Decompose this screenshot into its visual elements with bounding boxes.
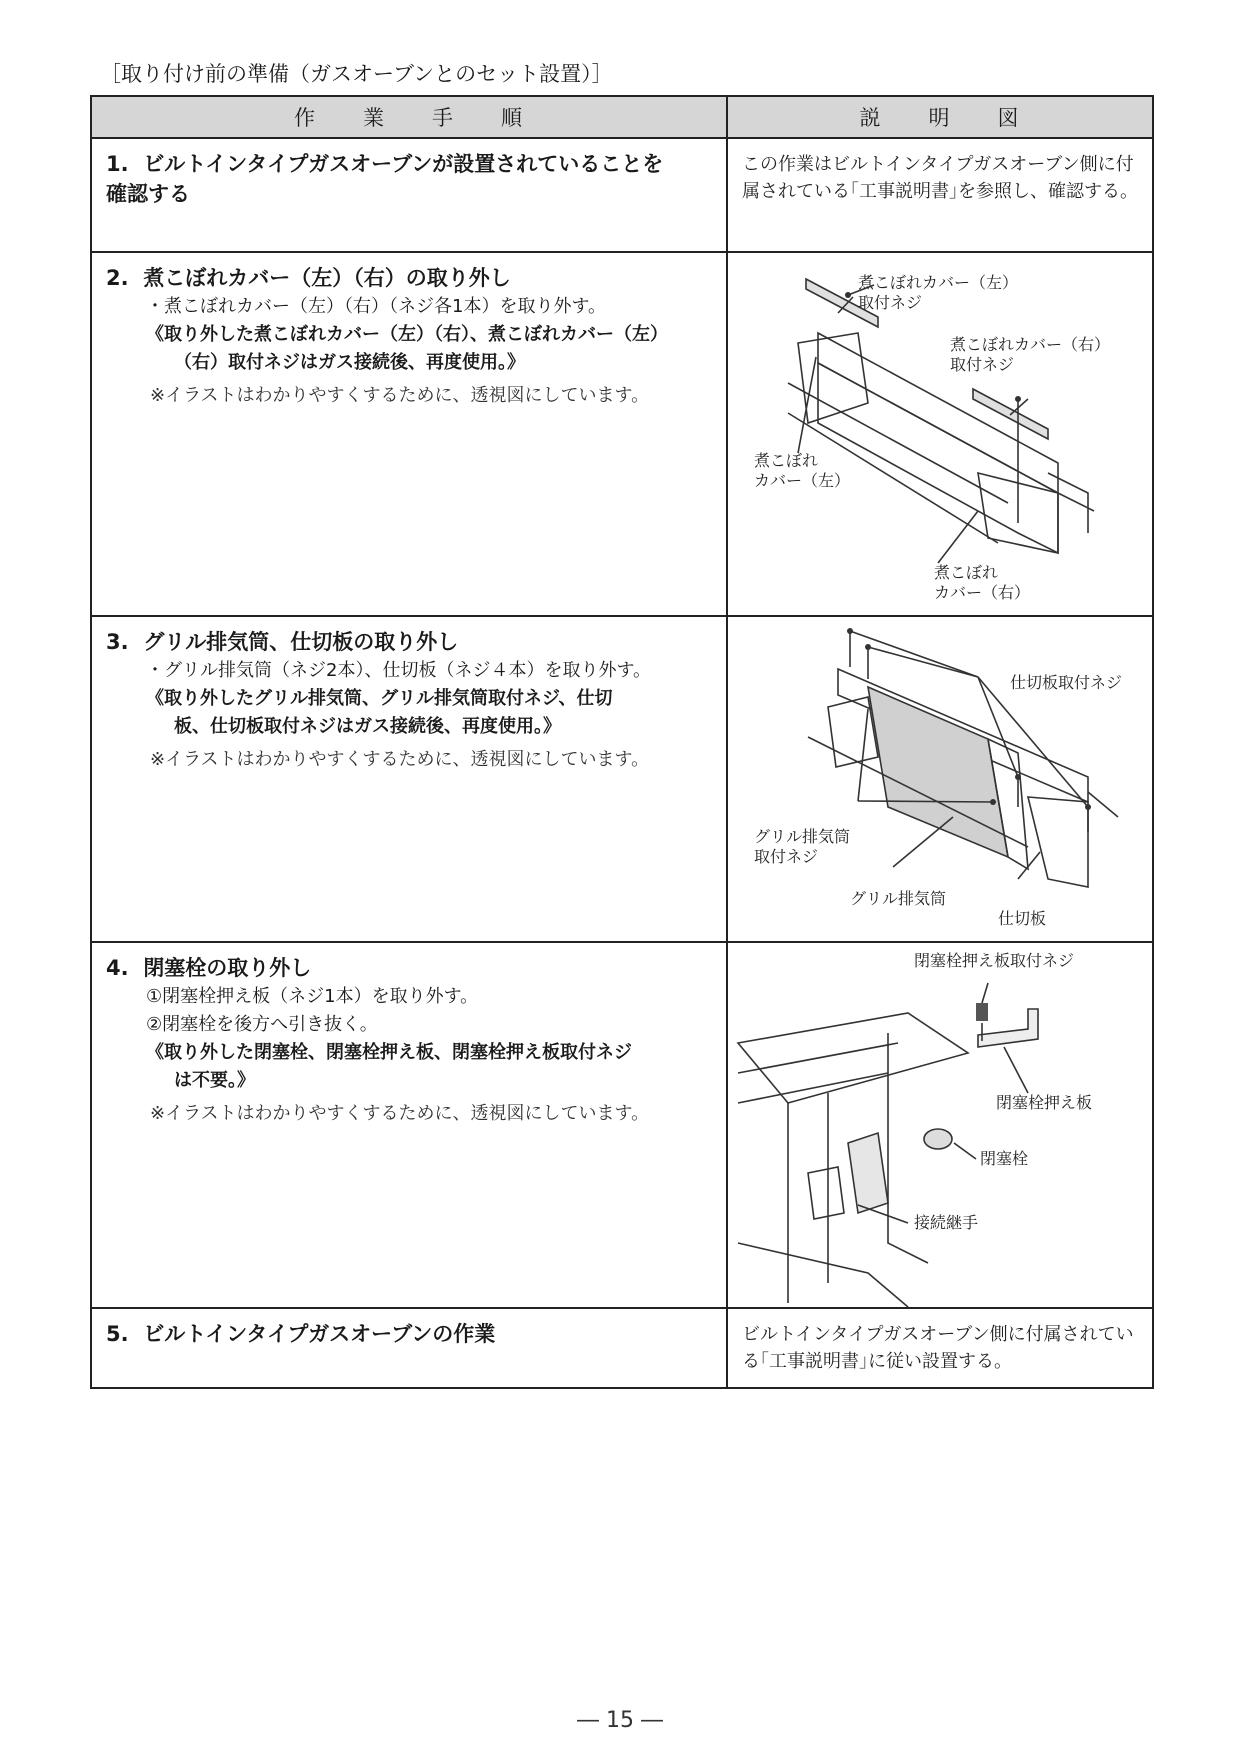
- step-title-cont: 確認する: [106, 182, 190, 206]
- label-cover-right: 煮こぼれ カバー（右）: [934, 563, 1031, 602]
- reuse-note-cont: 板、仕切板取付ネジはガス接続後、再度使用。》: [174, 716, 561, 737]
- label-plug: 閉塞栓: [980, 1149, 1029, 1168]
- step-4-figure: [727, 942, 1153, 1308]
- step-title: ビルトインタイプガスオーブンの作業: [143, 1322, 496, 1346]
- step-number: 3.: [106, 630, 129, 654]
- step-title: ビルトインタイプガスオーブンが設置されていることを: [143, 152, 664, 176]
- step-row-3: [91, 616, 1153, 942]
- step-row-2: [91, 252, 1153, 616]
- step-5-figure: [727, 1308, 1153, 1388]
- step-row-4: [91, 942, 1153, 1308]
- reuse-note: 《取り外したグリル排気筒、グリル排気筒取付ネジ、仕切: [146, 688, 613, 709]
- procedure-table: [90, 95, 1154, 1389]
- label-cover-left-screw: 煮こぼれカバー（左） 取付ネジ: [858, 273, 1019, 312]
- step-title: グリル排気筒、仕切板の取り外し: [143, 630, 459, 654]
- illustration-note: ※イラストはわかりやすくするために、透視図にしています。: [150, 749, 650, 770]
- step-3-figure: [727, 616, 1153, 942]
- header-procedure: 作 業 手 順: [91, 96, 727, 138]
- step-2-figure: [727, 252, 1153, 616]
- page-number: ― 15 ―: [577, 1708, 663, 1733]
- label-partition-screw: 仕切板取付ネジ: [1010, 673, 1123, 692]
- header-figure: 説 明 図: [727, 96, 1153, 138]
- label-cover-right-screw: 煮こぼれカバー（右） 取付ネジ: [950, 335, 1111, 374]
- disposal-note: 《取り外した閉塞栓、閉塞栓押え板、閉塞栓押え板取付ネジ: [146, 1042, 632, 1063]
- step-3-procedure: [91, 616, 727, 942]
- illustration-note: ※イラストはわかりやすくするために、透視図にしています。: [150, 1103, 650, 1124]
- label-joint: 接続継手: [914, 1213, 979, 1232]
- step-number: 2.: [106, 266, 129, 290]
- step-instruction-1: ①閉塞栓押え板（ネジ1本）を取り外す。: [146, 986, 479, 1007]
- step-instruction: ・グリル排気筒（ネジ2本）、仕切板（ネジ４本）を取り外す。: [146, 660, 652, 681]
- step-title: 煮こぼれカバー（左）（右）の取り外し: [143, 266, 511, 290]
- label-plate: 閉塞栓押え板: [996, 1093, 1093, 1112]
- step-4-procedure: [91, 942, 727, 1308]
- step-title: 閉塞栓の取り外し: [143, 956, 312, 980]
- step-1-procedure: [91, 138, 727, 252]
- step-instruction: ・煮こぼれカバー（左）（右）（ネジ各1本）を取り外す。: [146, 296, 607, 317]
- table-header-row: [91, 96, 1153, 138]
- reuse-note: 《取り外した煮こぼれカバー（左）（右）、煮こぼれカバー（左）: [146, 324, 668, 345]
- step-number: 5.: [106, 1322, 129, 1346]
- label-partition: 仕切板: [998, 909, 1047, 928]
- label-cover-left: 煮こぼれ カバー（左）: [754, 451, 851, 490]
- reuse-note-cont: （右）取付ネジはガス接続後、再度使用。》: [174, 352, 525, 373]
- section-title: ［取り付け前の準備（ガスオーブンとのセット設置）］: [100, 62, 613, 86]
- disposal-note-cont: は不要。》: [174, 1070, 255, 1091]
- step-5-procedure: [91, 1308, 727, 1388]
- step-instruction-2: ②閉塞栓を後方へ引き抜く。: [146, 1014, 378, 1035]
- step-row-5: [91, 1308, 1153, 1388]
- step-row-1: [91, 138, 1153, 252]
- step-number: 4.: [106, 956, 129, 980]
- label-plate-screw: 閉塞栓押え板取付ネジ: [914, 951, 1075, 970]
- figure-text: この作業はビルトインタイプガスオーブン側に付属されている｢工事説明書｣を参照し、確認する。: [742, 154, 1138, 202]
- step-2-procedure: [91, 252, 727, 616]
- label-grill-screw: グリル排気筒 取付ネジ: [754, 827, 851, 866]
- label-grill-exhaust: グリル排気筒: [850, 889, 947, 908]
- step-1-figure: [727, 138, 1153, 252]
- plug-removal-illustration: [728, 943, 1152, 1307]
- step-number: 1.: [106, 152, 129, 176]
- figure-text: ビルトインタイプガスオーブン側に付属されている｢工事説明書｣に従い設置する。: [742, 1324, 1134, 1372]
- illustration-note: ※イラストはわかりやすくするために、透視図にしています。: [150, 385, 650, 406]
